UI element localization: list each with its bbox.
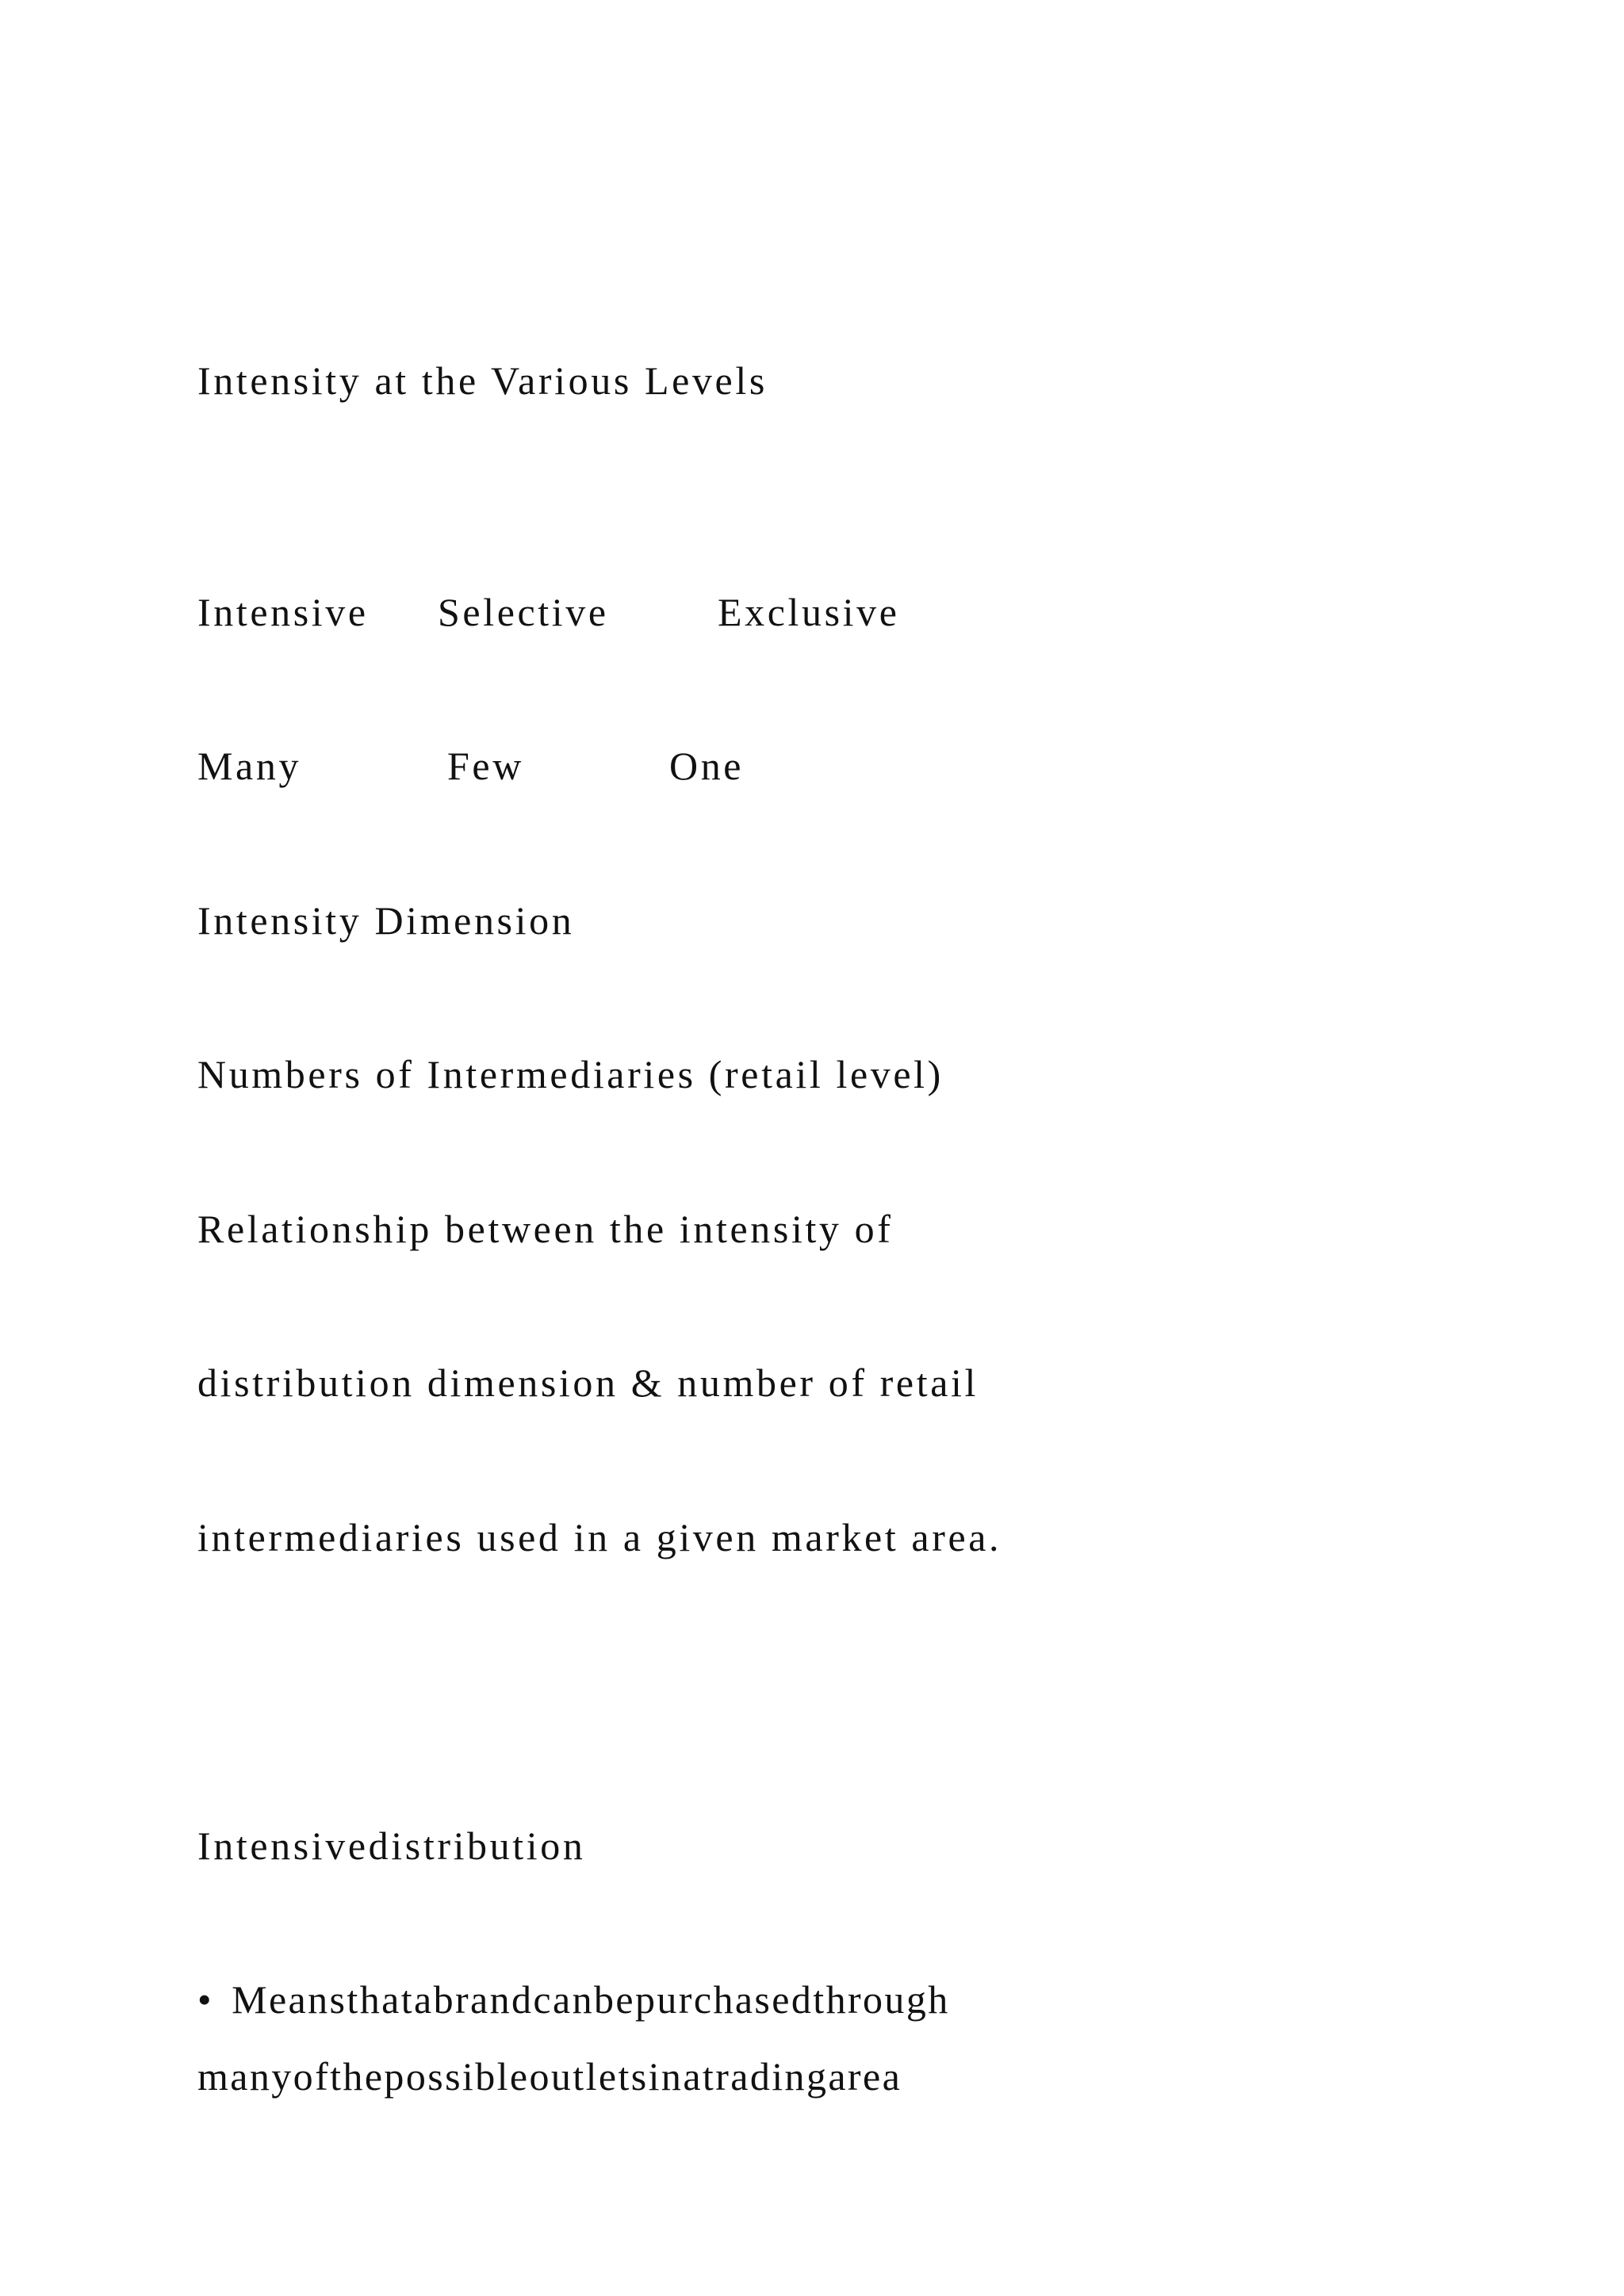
level-selective: Selective bbox=[438, 590, 609, 634]
bullet-text-line-2: manyofthepossibleoutletsinatradingarea bbox=[197, 2054, 902, 2099]
level-exclusive: Exclusive bbox=[718, 590, 900, 634]
description-line-2: distribution dimension & number of retail bbox=[197, 1360, 979, 1405]
bullet-text-line-1: Meansthatabrandcanbepurchasedthrough bbox=[232, 1977, 950, 2022]
bullet-item bbox=[197, 1977, 950, 2022]
dimension-label: Intensity Dimension bbox=[197, 898, 575, 943]
page-title: Intensity at the Various Levels bbox=[197, 358, 768, 403]
description-line-3: intermediaries used in a given market area. bbox=[197, 1515, 1002, 1559]
intermediaries-label: Numbers of Intermediaries (retail level) bbox=[197, 1052, 944, 1096]
description-line-1: Relationship between the intensity of bbox=[197, 1207, 894, 1251]
bullet-icon: • bbox=[197, 1977, 215, 2022]
level-intensive: Intensive bbox=[197, 590, 369, 634]
count-few: Few bbox=[447, 744, 524, 788]
section-heading: Intensivedistribution bbox=[197, 1823, 586, 1868]
count-one: One bbox=[669, 744, 745, 788]
count-many: Many bbox=[197, 744, 302, 788]
